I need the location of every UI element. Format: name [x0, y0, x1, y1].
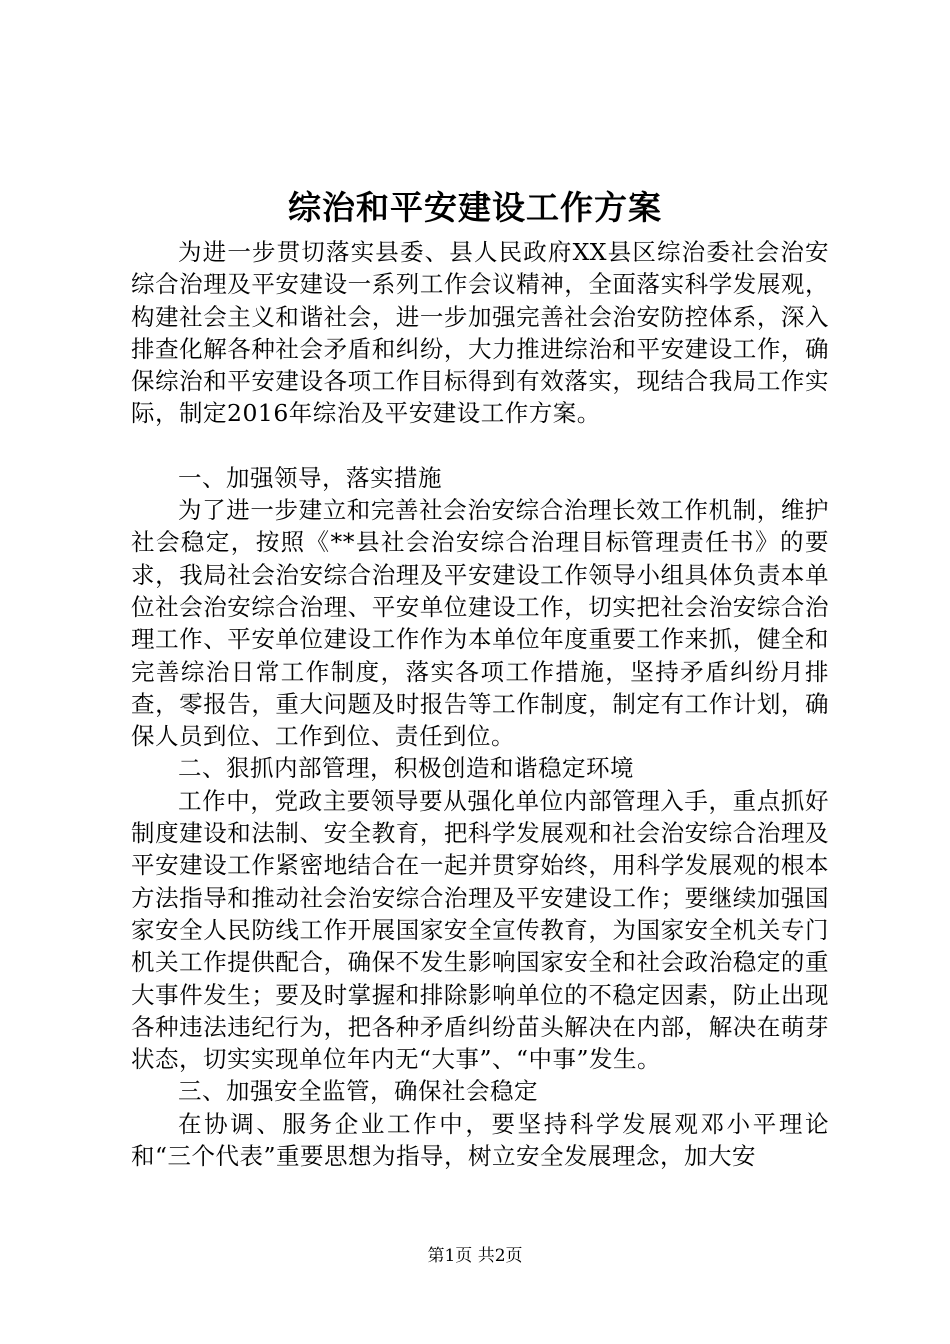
- section-body-3: 在协调、服务企业工作中，要坚持科学发展观邓小平理论和“三个代表”重要思想为指导，树立安全发展理念，加大安: [131, 1109, 829, 1171]
- section-heading-1: 一、加强领导，落实措施: [178, 463, 442, 492]
- page-number-footer: 第1页 共2页: [427, 1246, 523, 1266]
- section-body-2: 工作中，党政主要领导要从强化单位内部管理入手，重点抓好制度建设和法制、安全教育，把科学发展观和社会治安综合治理及平安建设工作紧密地结合在一起并贯穿始终，用科学发展观的根本方法指导和推动社会治安综合治理及平安建设工作；要继续加强国家安全人民防线工作开展国家安全宣传教育，为国家安全机关专门机关工作提供配合，确保不发生影响国家安全和社会政治稳定的重大事件发生；要及时掌握和排除影响单位的不稳定因素，防止出现各种违法违纪行为，把各种矛盾纠纷苗头解决在内部，解决在萌芽状态，切实实现单位年内无“大事”、“中事”发生。: [131, 786, 829, 1074]
- document-body: [131, 236, 829, 1172]
- section-body-1: 为了进一步建立和完善社会治安综合治理长效工作机制，维护社会稳定，按照《**县社会治安综合治理目标管理责任书》的要求，我局社会治安综合治理及平安建设工作领导小组具体负责本单位社会治安综合治理、平安单位建设工作，切实把社会治安综合治理工作、平安单位建设工作作为本单位年度重要工作来抓，健全和完善综治日常工作制度，落实各项工作措施，坚持矛盾纠纷月排查，零报告，重大问题及时报告等工作制度，制定有工作计划，确保人员到位、工作到位、责任到位。: [131, 496, 829, 751]
- paragraph-spacer: [131, 430, 829, 462]
- section-heading-2: 二、狠抓内部管理，积极创造和谐稳定环境: [178, 754, 634, 783]
- document-title: 综治和平安建设工作方案: [288, 188, 662, 227]
- intro-paragraph: 为进一步贯切落实县委、县人民政府XX县区综治委社会治安综合治理及平安建设一系列工作会议精神，全面落实科学发展观，构建社会主义和谐社会，进一步加强完善社会治安防控体系，深入排查化解各种社会矛盾和纠纷，大力推进综治和平安建设工作，确保综治和平安建设各项工作目标得到有效落实，现结合我局工作实际，制定2016年综治及平安建设工作方案。: [131, 238, 829, 428]
- section-heading-3: 三、加强安全监管，确保社会稳定: [178, 1077, 538, 1106]
